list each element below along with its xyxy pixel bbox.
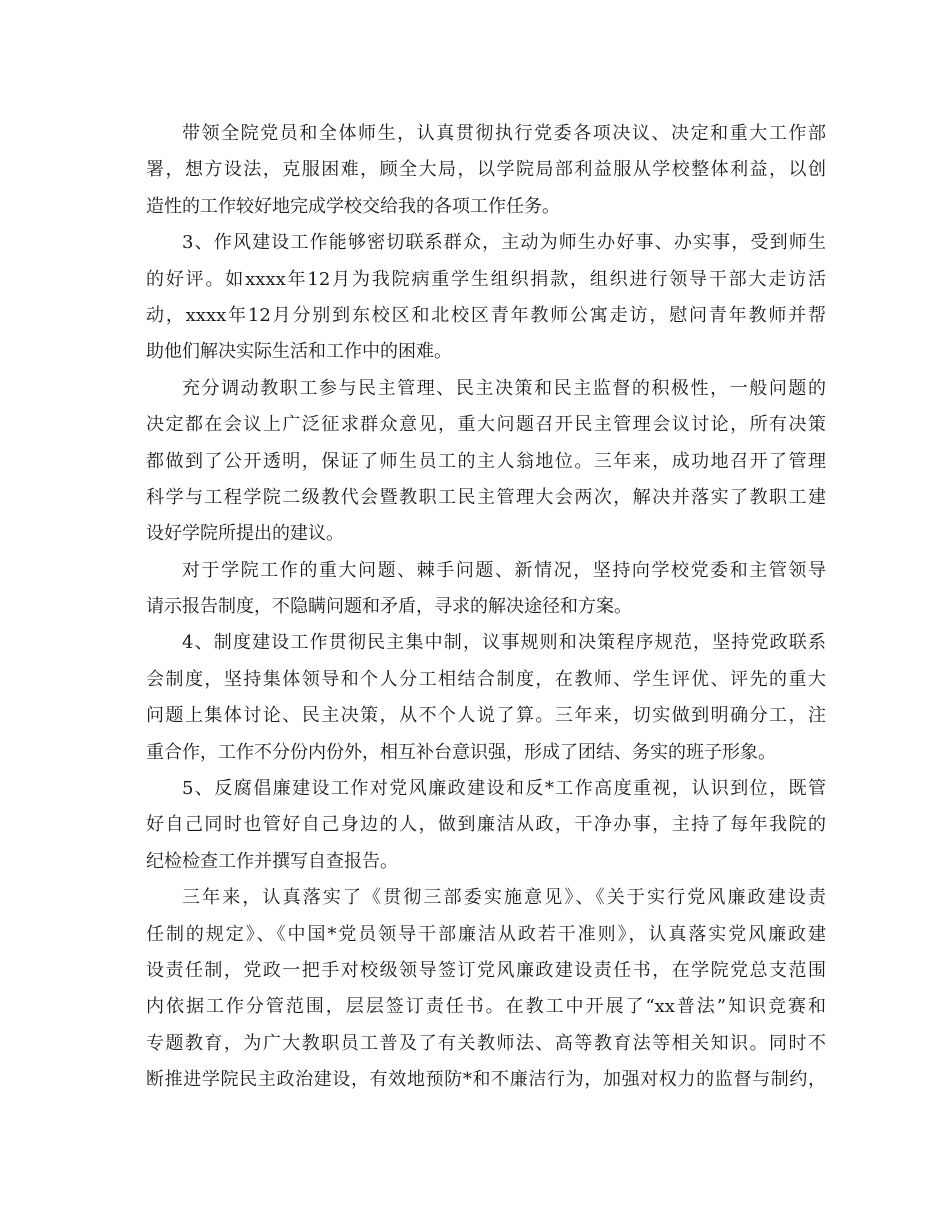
text-line: 3、作风建设工作能够密切联系群众，主动为师生办好事、办实事，受到师生 bbox=[182, 232, 826, 254]
text-line: 设好学院所提出的建议。 bbox=[146, 523, 344, 545]
text-line: 任制的规定》、《中国*党员领导干部廉洁从政若干准则》，认真落实党风廉政建 bbox=[146, 923, 826, 945]
document-body bbox=[146, 116, 826, 1099]
text-line: 纪检检查工作并撰写自查报告。 bbox=[146, 850, 398, 872]
paragraph bbox=[146, 880, 826, 1098]
text-line: 5、反腐倡廉建设工作对党风廉政建设和反*工作高度重视，认识到位，既管 bbox=[182, 778, 826, 800]
paragraph bbox=[146, 771, 826, 880]
text-line: 对于学院工作的重大问题、棘手问题、新情况，坚持向学校党委和主管领导 bbox=[182, 559, 826, 581]
text-line: 会制度，坚持集体领导和个人分工相结合制度，在教师、学生评优、评先的重大 bbox=[146, 668, 826, 690]
text-line: 的好评。如xxxx年12月为我院病重学生组织捐款，组织进行领导干部大走访活 bbox=[146, 268, 826, 290]
text-line: 署，想方设法，克服困难，顾全大局，以学院局部利益服从学校整体利益，以创 bbox=[146, 159, 826, 181]
paragraph bbox=[146, 553, 826, 626]
text-line: 断推进学院民主政治建设，有效地预防*和不廉洁行为，加强对权力的监督与制约， bbox=[146, 1069, 826, 1091]
text-line: 带领全院党员和全体师生，认真贯彻执行党委各项决议、决定和重大工作部 bbox=[182, 123, 826, 144]
text-line: 请示报告制度，不隐瞒问题和矛盾，寻求的解决途径和方案。 bbox=[146, 596, 632, 618]
text-line: 好自己同时也管好自己身边的人，做到廉洁从政，干净办事，主持了每年我院的 bbox=[146, 814, 826, 836]
text-line: 充分调动教职工参与民主管理、民主决策和民主监督的积极性，一般问题的 bbox=[182, 377, 826, 399]
paragraph bbox=[146, 225, 826, 371]
text-line: 重合作，工作不分份内份外，相互补台意识强，形成了团结、务实的班子形象。 bbox=[146, 741, 776, 763]
paragraph bbox=[146, 371, 826, 553]
paragraph bbox=[146, 116, 826, 225]
text-line: 三年来，认真落实了《贯彻三部委实施意见》、《关于实行党风廉政建设责 bbox=[182, 887, 826, 909]
text-line: 科学与工程学院二级教代会暨教职工民主管理大会两次，解决并落实了教职工建 bbox=[146, 486, 826, 508]
paragraph bbox=[146, 625, 826, 771]
text-line: 内依据工作分管范围，层层签订责任书。在教工中开展了“xx普法”知识竞赛和 bbox=[146, 996, 826, 1018]
text-line: 问题上集体讨论、民主决策，从不个人说了算。三年来，切实做到明确分工，注 bbox=[146, 705, 826, 727]
text-line: 造性的工作较好地完成学校交给我的各项工作任务。 bbox=[146, 195, 560, 217]
text-line: 助他们解决实际生活和工作中的困难。 bbox=[146, 341, 452, 363]
text-line: 专题教育，为广大教职员工普及了有关教师法、高等教育法等相关知识。同时不 bbox=[146, 1032, 826, 1054]
text-line: 决定都在会议上广泛征求群众意见，重大问题召开民主管理会议讨论，所有决策 bbox=[146, 414, 826, 436]
text-line: 设责任制，党政一把手对校级领导签订党风廉政建设责任书，在学院党总支范围 bbox=[146, 959, 826, 981]
text-line: 4、制度建设工作贯彻民主集中制，议事规则和决策程序规范，坚持党政联系 bbox=[182, 632, 826, 654]
text-line: 都做到了公开透明，保证了师生员工的主人翁地位。三年来，成功地召开了管理 bbox=[146, 450, 826, 472]
text-line: 动，xxxx年12月分别到东校区和北校区青年教师公寓走访，慰问青年教师并帮 bbox=[146, 304, 826, 326]
